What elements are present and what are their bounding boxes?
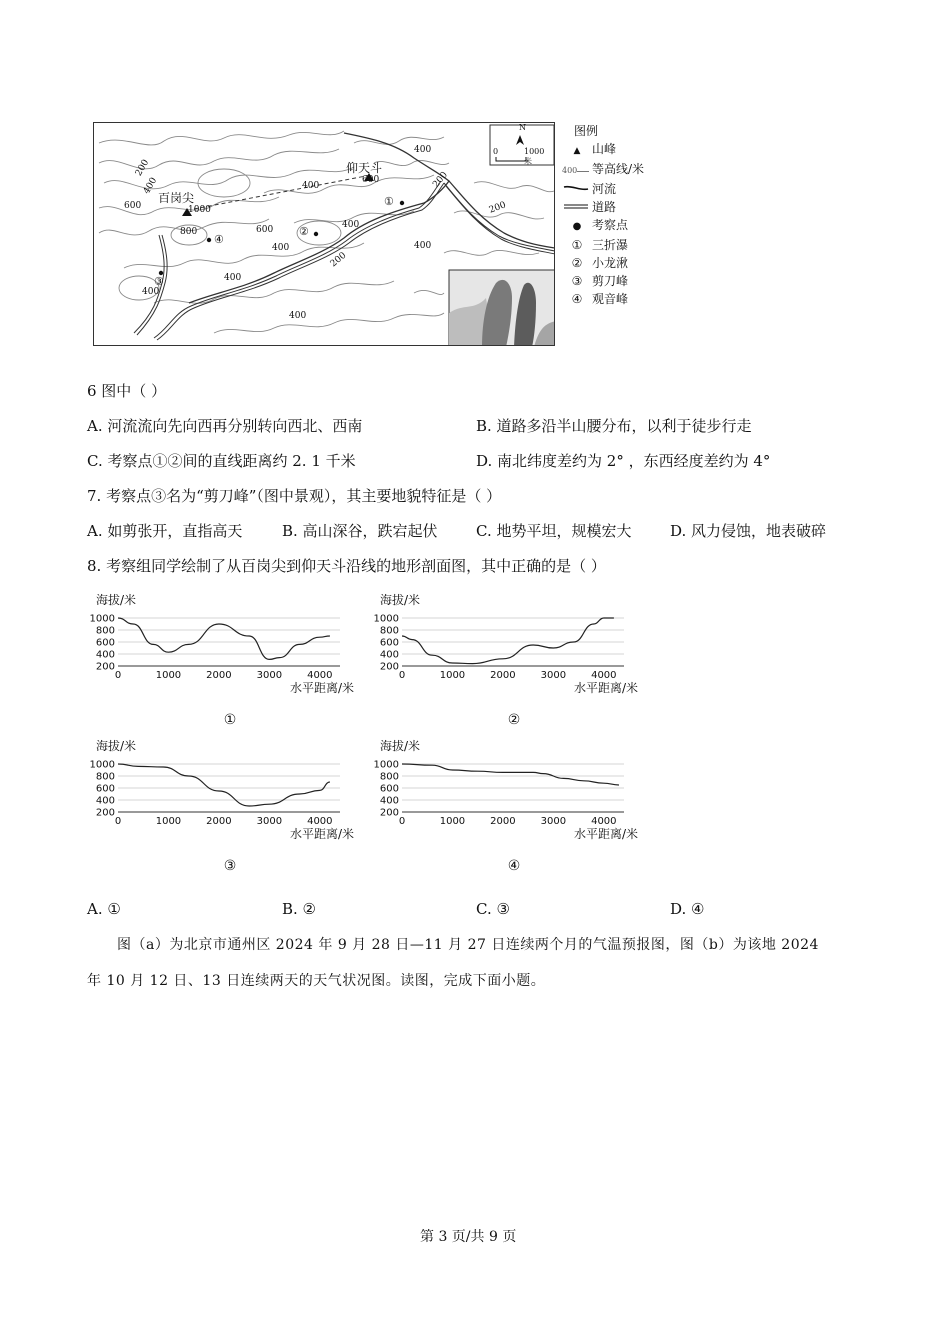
legend-point-1: ① 三折瀑 xyxy=(571,238,629,252)
y-tick-label: 200 xyxy=(95,661,115,673)
x-tick-label: 2000 xyxy=(206,670,232,681)
x-tick-label: 0 xyxy=(398,816,406,827)
x-tick-label: 4000 xyxy=(307,816,333,827)
y-tick-label: 200 xyxy=(379,807,399,819)
point-4-label: ④ xyxy=(214,233,224,246)
x-tick-label: 2000 xyxy=(206,816,232,827)
x-tick-label: 4000 xyxy=(591,670,617,681)
north-label: N xyxy=(519,123,526,132)
y-tick-label: 600 xyxy=(95,637,115,649)
passage-line-1: 图（a）为北京市通州区 2024 年 9 月 28 日—11 月 27 日连续两个月的气温预报图，图（b）为该地 2024 xyxy=(117,937,819,953)
chart-number-label: ③ xyxy=(223,858,237,874)
x-tick-label: 2000 xyxy=(490,816,516,827)
chart-number-label: ② xyxy=(507,712,521,728)
y-tick-label: 1000 xyxy=(373,613,399,625)
y-tick-label: 200 xyxy=(95,807,115,819)
x-tick-label: 1000 xyxy=(439,816,466,827)
x-tick-label: 4000 xyxy=(591,816,617,827)
profile-line xyxy=(194,175,371,209)
y-axis-label: 海拔/米 xyxy=(96,739,137,753)
legend-contour: 400 等高线/米 xyxy=(562,160,644,180)
contour-label: 600 xyxy=(362,175,380,185)
profile-line xyxy=(118,618,330,659)
profile-chart-3 xyxy=(88,736,378,876)
contour-label: 800 xyxy=(180,227,198,237)
contour-label: 200 xyxy=(133,158,152,178)
profile-chart-1 xyxy=(88,590,378,730)
contour-label: 1000 xyxy=(188,205,211,215)
map-drawing xyxy=(94,123,555,346)
point-2-label: ② xyxy=(299,225,309,238)
contour-label: 600 xyxy=(256,225,274,235)
legend-river: 河流 xyxy=(562,180,644,198)
profile-chart-1-svg xyxy=(88,590,378,730)
q8-option-a[interactable]: A. ① xyxy=(87,900,121,918)
y-tick-label: 600 xyxy=(379,637,399,649)
y-tick-label: 400 xyxy=(95,795,115,807)
x-tick-label: 1000 xyxy=(439,670,466,681)
passage-line-2: 年 10 月 12 日、13 日连续两天的天气状况图。读图，完成下面小题。 xyxy=(87,973,546,989)
topographic-map xyxy=(93,122,555,346)
y-axis-label: 海拔/米 xyxy=(380,593,421,607)
x-tick-label: 0 xyxy=(114,816,122,827)
q7-option-b[interactable]: B. 高山深谷，跌宕起伏 xyxy=(282,522,438,540)
q8-option-b[interactable]: B. ② xyxy=(282,900,317,918)
x-tick-label: 1000 xyxy=(155,816,182,827)
y-axis-label: 海拔/米 xyxy=(96,593,137,607)
legend-point-3: ③ 剪刀峰 xyxy=(571,274,629,288)
contour-label: 400 xyxy=(289,311,307,321)
legend-point-4: ④ 观音峰 xyxy=(571,292,629,306)
point-icon xyxy=(314,232,318,236)
x-tick-label: 3000 xyxy=(256,816,283,827)
legend-point-2: ② 小龙湫 xyxy=(571,256,629,270)
profile-line xyxy=(402,764,619,785)
profile-line xyxy=(402,618,614,664)
contour-label: 200 xyxy=(328,250,349,270)
scale-label: 1000 米 xyxy=(524,147,545,166)
q6-option-c[interactable]: C. 考察点①②间的直线距离约 2. 1 千米 xyxy=(87,452,356,470)
river-icon xyxy=(562,180,592,198)
contour-label: 400 xyxy=(224,273,242,283)
q6-option-a[interactable]: A. 河流流向先向西再分别转向西北、西南 xyxy=(87,417,363,435)
q6-stem: 6 图中（ ） xyxy=(87,382,167,400)
peak-icon: ▲ xyxy=(573,146,581,156)
y-tick-label: 400 xyxy=(379,795,399,807)
q7-stem: 7. 考察点③名为“剪刀峰”（图中景观），其主要地貌特征是（ ） xyxy=(87,487,502,505)
q7-option-d[interactable]: D. 风力侵蚀，地表破碎 xyxy=(670,522,827,540)
road-icon xyxy=(562,198,592,216)
point-icon: ● xyxy=(572,221,582,232)
x-tick-label: 0 xyxy=(114,670,122,681)
y-tick-label: 800 xyxy=(379,625,399,637)
contour-label: 400 xyxy=(141,176,160,196)
q6-option-b[interactable]: B. 道路多沿半山腰分布，以利于徒步行走 xyxy=(476,417,752,435)
contour-label: 400 xyxy=(414,241,432,251)
y-tick-label: 400 xyxy=(95,649,115,661)
x-axis-label: 水平距离/米 xyxy=(289,827,354,841)
place-yangtiandou: 仰天斗 xyxy=(346,161,383,175)
point-1-label: ① xyxy=(384,195,394,208)
x-tick-label: 0 xyxy=(398,670,406,681)
chart-number-label: ① xyxy=(223,712,237,728)
profile-chart-3-svg xyxy=(88,736,378,876)
page-number: 第 3 页/共 9 页 xyxy=(420,1229,517,1245)
contour-label: 200 xyxy=(487,200,508,216)
contour-label: 200 xyxy=(431,170,450,190)
x-tick-label: 3000 xyxy=(540,816,567,827)
map-legend xyxy=(562,122,644,308)
y-tick-label: 1000 xyxy=(89,613,115,625)
contour-label: 400 xyxy=(272,243,290,253)
y-tick-label: 800 xyxy=(95,771,115,783)
scale-zero: 0 xyxy=(493,147,499,156)
y-tick-label: 1000 xyxy=(89,759,115,771)
x-tick-label: 1000 xyxy=(155,670,182,681)
legend-point: ● 考察点 xyxy=(562,216,644,236)
x-tick-label: 3000 xyxy=(540,670,567,681)
legend-peak: ▲ 山峰 xyxy=(562,140,644,160)
profile-chart-4 xyxy=(372,736,662,876)
y-tick-label: 800 xyxy=(379,771,399,783)
x-tick-label: 2000 xyxy=(490,670,516,681)
y-tick-label: 400 xyxy=(379,649,399,661)
place-baigangjian: 百岗尖 xyxy=(158,191,195,205)
y-tick-label: 1000 xyxy=(373,759,399,771)
q7-option-a[interactable]: A. 如剪张开，直指高天 xyxy=(87,522,243,540)
q8-option-d[interactable]: D. ④ xyxy=(670,900,705,918)
profile-chart-4-svg xyxy=(372,736,662,876)
chart-number-label: ④ xyxy=(507,858,521,874)
x-tick-label: 3000 xyxy=(256,670,283,681)
q8-option-c[interactable]: C. ③ xyxy=(476,900,510,918)
contour-label: 400 xyxy=(342,220,360,230)
point-icon xyxy=(400,201,404,205)
y-tick-label: 600 xyxy=(379,783,399,795)
legend-title: 图例 xyxy=(574,124,599,138)
y-tick-label: 600 xyxy=(95,783,115,795)
x-axis-label: 水平距离/米 xyxy=(289,681,354,695)
x-axis-label: 水平距离/米 xyxy=(573,827,638,841)
point-icon xyxy=(207,238,211,242)
x-axis-label: 水平距离/米 xyxy=(573,681,638,695)
q7-option-c[interactable]: C. 地势平坦，规模宏大 xyxy=(476,522,632,540)
contour-label: 400 xyxy=(302,181,320,191)
contour-icon: 400 xyxy=(562,162,592,180)
profile-chart-2 xyxy=(372,590,662,730)
contour-label: 400 xyxy=(414,145,432,155)
q8-stem: 8. 考察组同学绘制了从百岗尖到仰天斗沿线的地形剖面图，其中正确的是（ ） xyxy=(87,557,606,575)
legend-road: 道路 xyxy=(562,198,644,216)
y-axis-label: 海拔/米 xyxy=(380,739,421,753)
profile-chart-2-svg xyxy=(372,590,662,730)
y-tick-label: 800 xyxy=(95,625,115,637)
x-tick-label: 4000 xyxy=(307,670,333,681)
contour-label: 400 xyxy=(142,287,160,297)
q6-option-d[interactable]: D. 南北纬度差约为 2° ，东西经度差约为 4° xyxy=(476,452,771,470)
y-tick-label: 200 xyxy=(379,661,399,673)
point-3-label: ③ xyxy=(154,275,164,288)
contour-label: 600 xyxy=(124,201,142,211)
